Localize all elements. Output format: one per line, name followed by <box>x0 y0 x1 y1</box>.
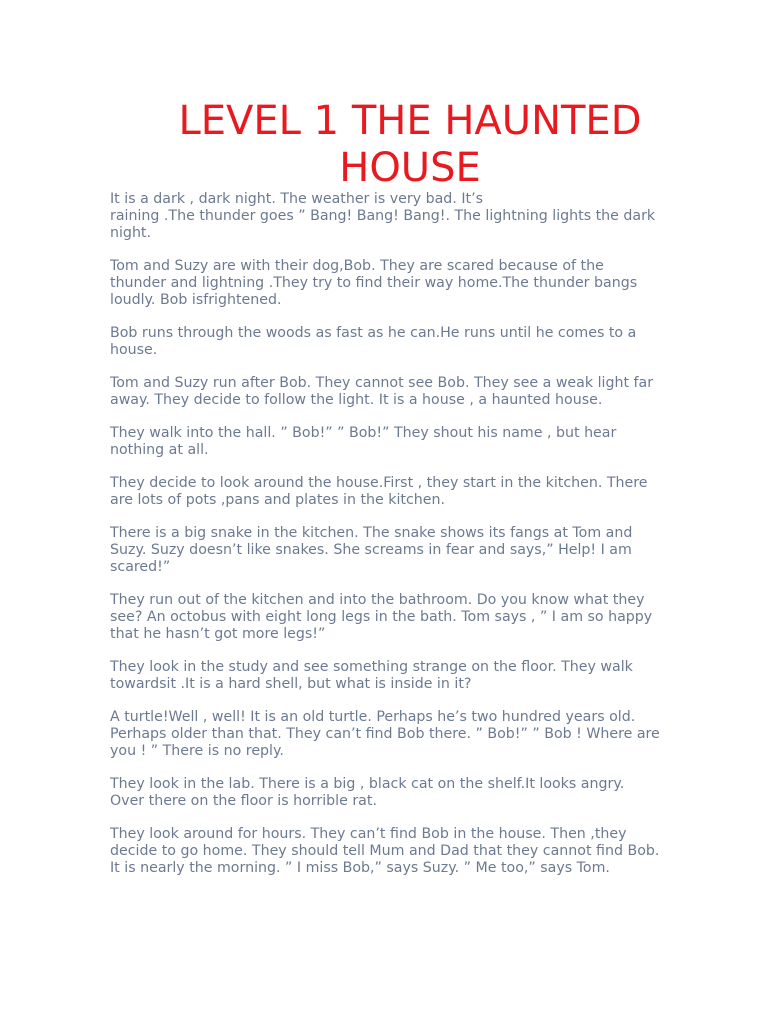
paragraph-line: night. <box>110 225 152 241</box>
paragraph-line: There is a big snake in the kitchen. The snake shows its fangs at Tom and <box>110 525 633 541</box>
story-paragraph <box>110 776 715 810</box>
paragraph-line: They look around for hours. They can’t find Bob in the house. Then ,they <box>110 826 627 842</box>
paragraph-line: you ! ” There is no reply. <box>110 743 284 759</box>
paragraph-line: away. They decide to follow the light. It is a house , a haunted house. <box>110 392 603 408</box>
paragraph-line: It is nearly the morning. ” I miss Bob,” says Suzy. ” Me too,” says Tom. <box>110 860 610 876</box>
story-paragraph <box>110 659 715 693</box>
title-line: LEVEL 1 THE HAUNTED <box>178 98 642 144</box>
paragraph-line: Over there on the floor is horrible rat. <box>110 793 377 809</box>
page-title <box>110 98 710 192</box>
story-body <box>110 191 715 893</box>
paragraph-line: loudly. Bob isfrightened. <box>110 292 282 308</box>
paragraph-line: A turtle!Well , well! It is an old turtle. Perhaps he’s two hundred years old. <box>110 709 636 725</box>
paragraph-line: They look in the study and see something strange on the floor. They walk <box>110 659 633 675</box>
story-paragraph <box>110 425 715 459</box>
title-line: HOUSE <box>339 145 481 191</box>
paragraph-line: thunder and lightning .They try to find their way home.The thunder bangs <box>110 275 638 291</box>
paragraph-line: see? An octobus with eight long legs in the bath. Tom says , ” I am so happy <box>110 609 653 625</box>
paragraph-line: Suzy. Suzy doesn’t like snakes. She screams in fear and says,” Help! I am <box>110 542 632 558</box>
paragraph-line: nothing at all. <box>110 442 209 458</box>
story-paragraph <box>110 592 715 643</box>
paragraph-line: They run out of the kitchen and into the bathroom. Do you know what they <box>110 592 645 608</box>
story-paragraph <box>110 191 715 242</box>
story-paragraph <box>110 709 715 760</box>
paragraph-line: are lots of pots ,pans and plates in the kitchen. <box>110 492 445 508</box>
story-paragraph <box>110 375 715 409</box>
paragraph-line: towardsit .It is a hard shell, but what is inside in it? <box>110 676 472 692</box>
paragraph-line: Tom and Suzy run after Bob. They cannot see Bob. They see a weak light far <box>110 375 654 391</box>
paragraph-line: They look in the lab. There is a big , black cat on the shelf.It looks angry. <box>110 776 625 792</box>
paragraph-line: scared!” <box>110 559 171 575</box>
paragraph-line: It is a dark , dark night. The weather is very bad. It’s <box>110 191 483 207</box>
paragraph-line: They walk into the hall. ” Bob!” ” Bob!” They shout his name , but hear <box>110 425 617 441</box>
story-paragraph <box>110 826 715 877</box>
paragraph-line: house. <box>110 342 158 358</box>
paragraph-line: Perhaps older than that. They can’t find Bob there. ” Bob!” ” Bob ! Where are <box>110 726 660 742</box>
story-paragraph <box>110 325 715 359</box>
paragraph-line: raining .The thunder goes ” Bang! Bang! Bang!. The lightning lights the dark <box>110 208 656 224</box>
paragraph-line: decide to go home. They should tell Mum and Dad that they cannot find Bob. <box>110 843 660 859</box>
paragraph-line: that he hasn’t got more legs!” <box>110 626 326 642</box>
story-paragraph <box>110 475 715 509</box>
story-paragraph <box>110 525 715 576</box>
story-paragraph <box>110 258 715 309</box>
paragraph-line: Bob runs through the woods as fast as he can.He runs until he comes to a <box>110 325 637 341</box>
paragraph-line: Tom and Suzy are with their dog,Bob. They are scared because of the <box>110 258 604 274</box>
paragraph-line: They decide to look around the house.First , they start in the kitchen. There <box>110 475 648 491</box>
